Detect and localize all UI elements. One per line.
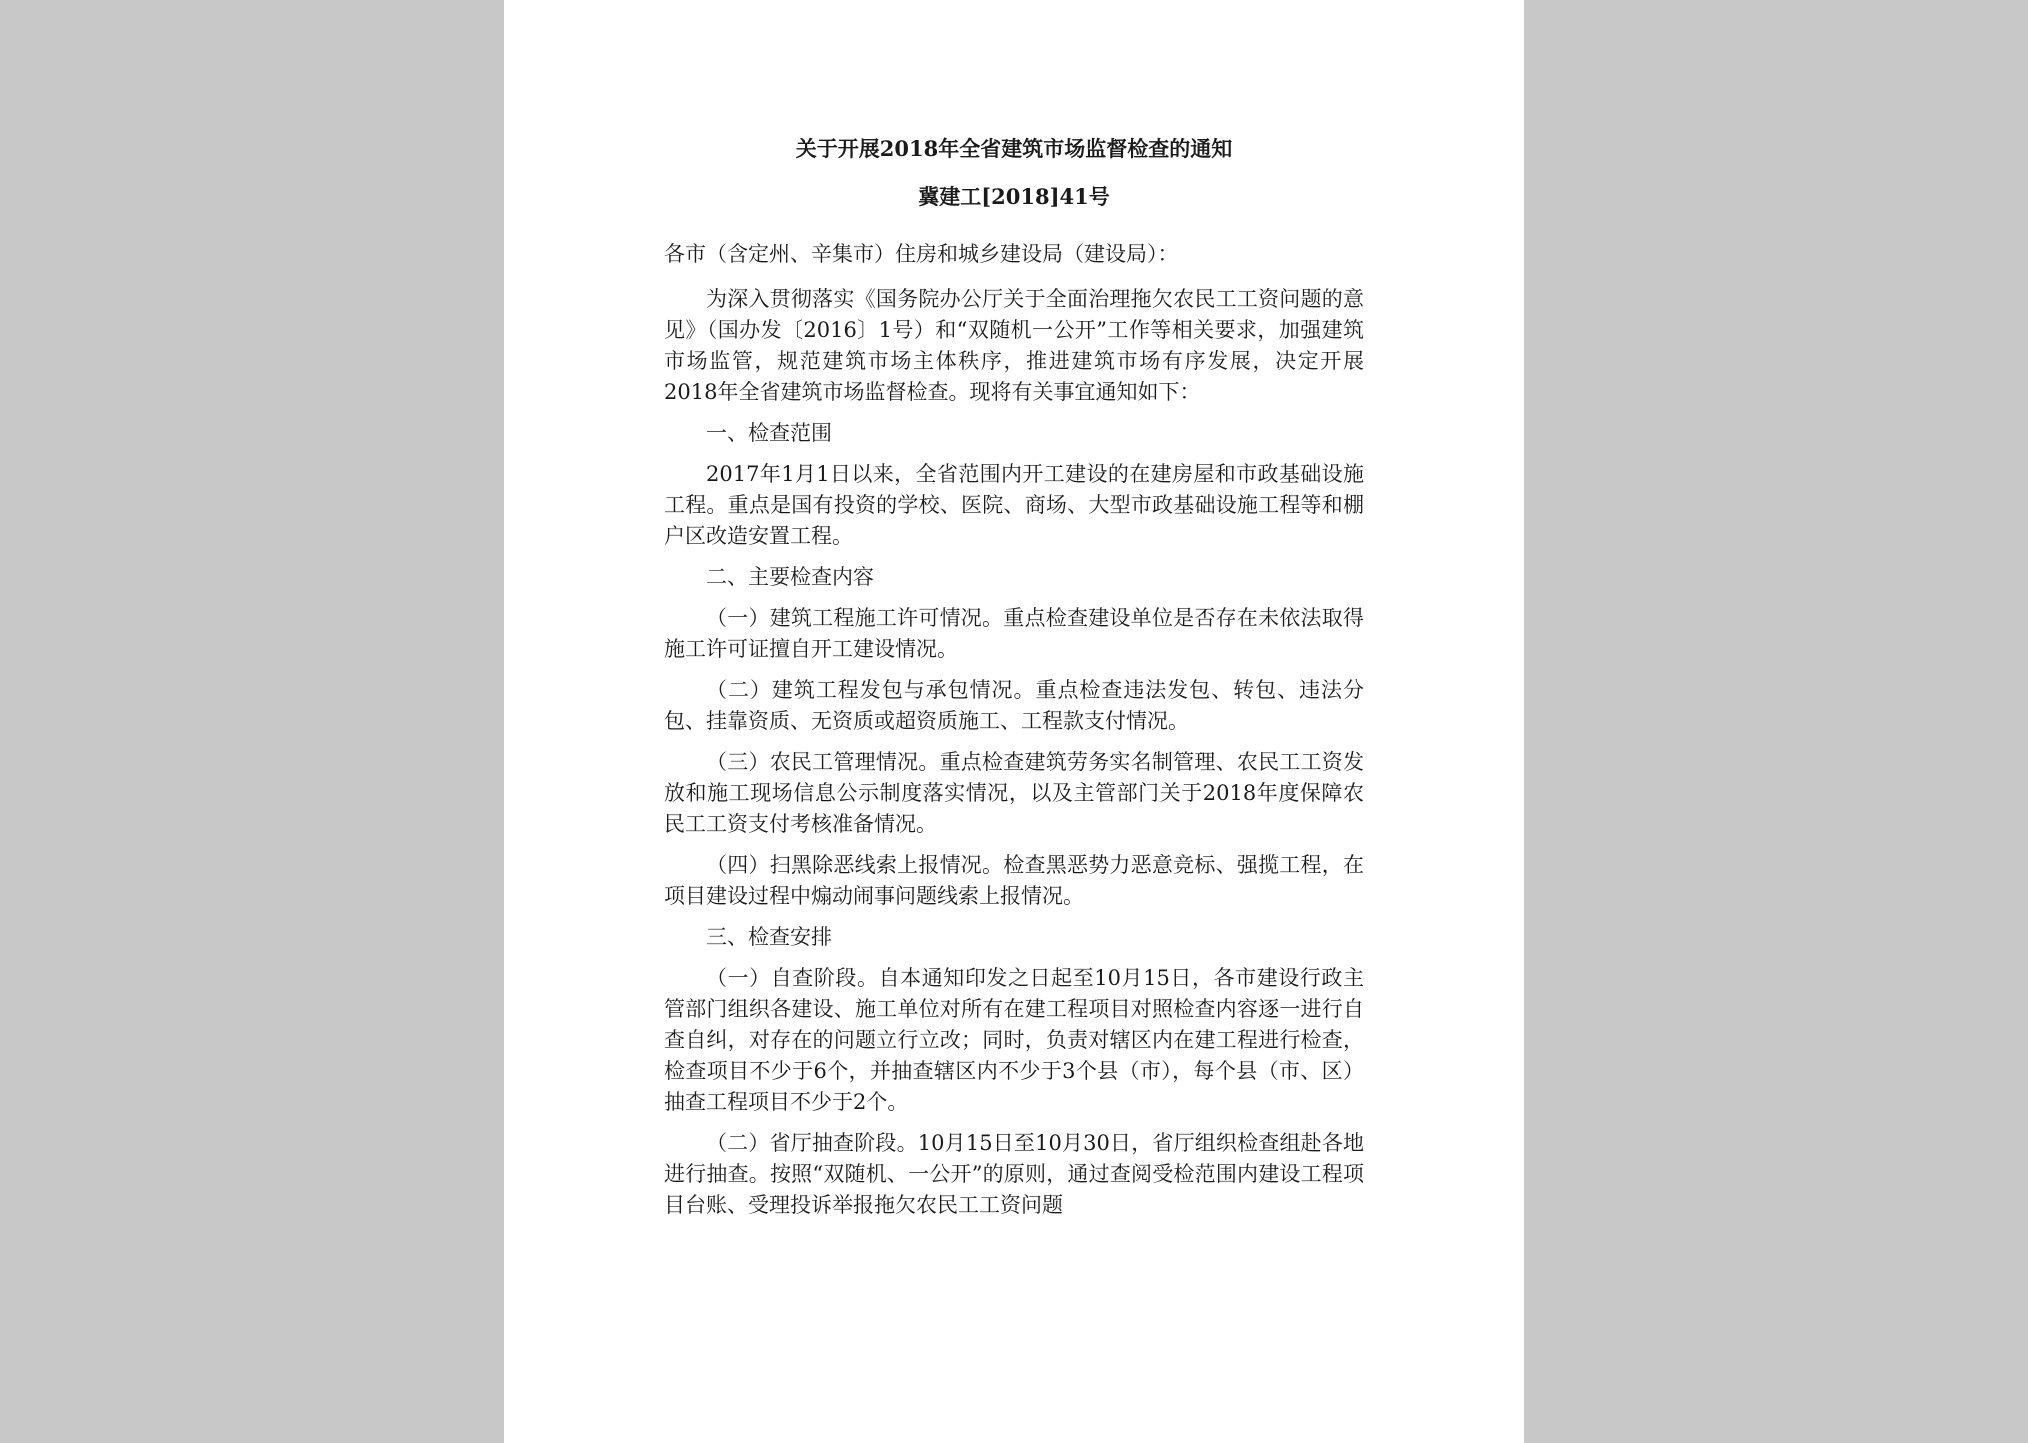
addressee-line: 各市（含定州、辛集市）住房和城乡建设局（建设局）： <box>664 242 1179 266</box>
section-heading-content: 二、主要检查内容 <box>706 565 874 589</box>
section-heading-arrangement: 三、检查安排 <box>706 925 832 949</box>
document-title: 关于开展2018年全省建筑市场监督检查的通知 <box>795 136 1233 161</box>
intro-paragraph: 为深入贯彻落实《国务院办公厅关于全面治理拖欠农民工工资问题的意见》（国办发〔2016〕1号）和“双随机一公开”工作等相关要求，加强建筑市场监管，规范建筑市场主体秩序，推进建筑市场有序发展，决定开展2018年全省建筑市场监督检查。现将有关事宜通知如下： <box>664 287 1364 404</box>
content-item-4: （四）扫黑除恶线索上报情况。检查黑恶势力恶意竞标、强揽工程，在项目建设过程中煽动闹事问题线索上报情况。 <box>664 853 1364 908</box>
content-item-3: （三）农民工管理情况。重点检查建筑劳务实名制管理、农民工工资发放和施工现场信息公示制度落实情况，以及主管部门关于2018年度保障农民工工资支付考核准备情况。 <box>664 750 1364 836</box>
document-page <box>504 0 1524 1443</box>
document-number: 冀建工[2018]41号 <box>918 184 1110 209</box>
section-heading-scope: 一、检查范围 <box>706 421 832 445</box>
document-body <box>664 125 1364 1231</box>
content-item-2: （二）建筑工程发包与承包情况。重点检查违法发包、转包、违法分包、挂靠资质、无资质或超资质施工、工程款支付情况。 <box>664 678 1364 733</box>
scope-paragraph: 2017年1月1日以来，全省范围内开工建设的在建房屋和市政基础设施工程。重点是国有投资的学校、医院、商场、大型市政基础设施工程等和棚户区改造安置工程。 <box>664 462 1364 548</box>
arrangement-item-1: （一）自查阶段。自本通知印发之日起至10月15日，各市建设行政主管部门组织各建设、施工单位对所有在建工程项目对照检查内容逐一进行自查自纠，对存在的问题立行立改；同时，负责对辖区内在建工程进行检查，检查项目不少于6个，并抽查辖区内不少于3个县（市），每个县（市、区）抽查工程项目不少于2个。 <box>664 966 1364 1114</box>
content-item-1: （一）建筑工程施工许可情况。重点检查建设单位是否存在未依法取得施工许可证擅自开工建设情况。 <box>664 606 1364 661</box>
arrangement-item-2: （二）省厅抽查阶段。10月15日至10月30日，省厅组织检查组赴各地进行抽查。按照“双随机、一公开”的原则，通过查阅受检范围内建设工程项目台账、受理投诉举报拖欠农民工工资问题 <box>664 1131 1364 1217</box>
